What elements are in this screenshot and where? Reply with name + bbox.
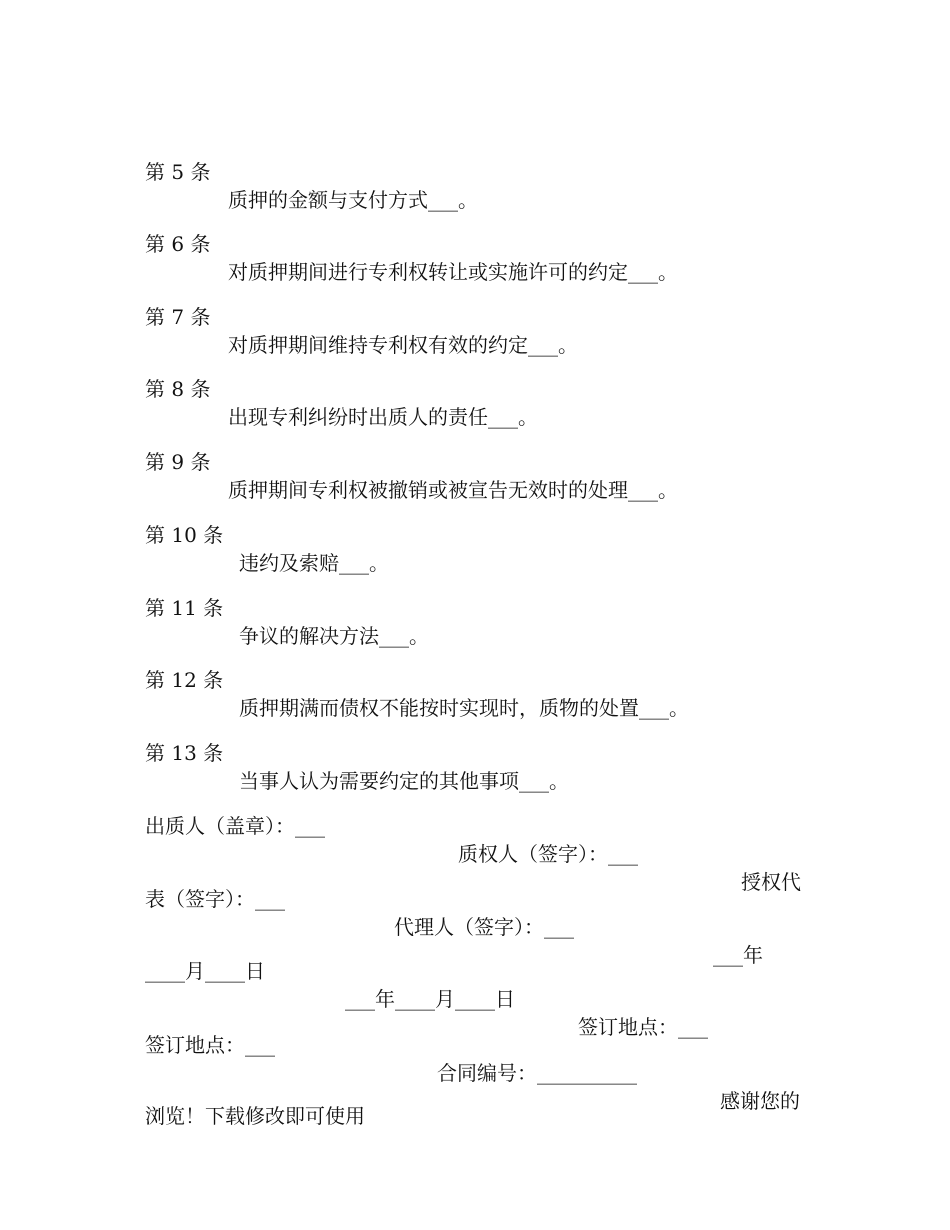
signing-place-field: 签订地点：___: [145, 1033, 275, 1057]
clause-text: 争议的解决方法___。: [239, 624, 429, 648]
clause-number: 第 11 条: [145, 596, 224, 620]
date-field: ___年____月____日: [345, 987, 515, 1011]
clause-text: 质押期间专利权被撤销或被宣告无效时的处理___。: [228, 478, 678, 502]
pledgee-signature-field: 质权人（签字）：___: [458, 842, 638, 866]
clause-number: 第 12 条: [145, 668, 224, 692]
clause-number: 第 10 条: [145, 523, 224, 547]
clause-text: 质押期满而债权不能按时实现时，质物的处置___。: [239, 696, 689, 720]
clause-text: 质押的金额与支付方式___。: [228, 188, 478, 212]
signing-place-field: 签订地点：___: [578, 1015, 708, 1039]
clause-number: 第 7 条: [145, 305, 211, 329]
clause-number: 第 9 条: [145, 450, 211, 474]
signature-row-5: [145, 1074, 365, 1158]
authorized-rep-signature-field: 表（签字）：___: [145, 887, 285, 911]
clause-text: 出现专利纠纷时出质人的责任___。: [228, 405, 538, 429]
clause-number: 第 6 条: [145, 232, 211, 256]
clause-number: 第 13 条: [145, 741, 224, 765]
pledgor-seal-field: 出质人（盖章）：___: [145, 814, 325, 838]
clause-number: 第 5 条: [145, 160, 211, 184]
date-year-field: ___年: [713, 943, 763, 967]
date-month-day-field: ____月____日: [145, 959, 265, 983]
clause-text: 当事人认为需要约定的其他事项___。: [239, 769, 569, 793]
clause-text: 对质押期间维持专利权有效的约定___。: [228, 333, 578, 357]
thanks-text: 浏览！下载修改即可使用: [145, 1104, 365, 1128]
clause-number: 第 8 条: [145, 377, 211, 401]
contract-number-field: 合同编号：__________: [437, 1061, 637, 1085]
clause-text: 违约及索赔___。: [239, 551, 389, 575]
agent-signature-field: 代理人（签字）：___: [394, 915, 574, 939]
authorized-rep-text: 授权代: [741, 870, 801, 894]
clause-text: 对质押期间进行专利权转让或实施许可的约定___。: [228, 260, 678, 284]
thanks-text: 感谢您的: [720, 1089, 800, 1113]
